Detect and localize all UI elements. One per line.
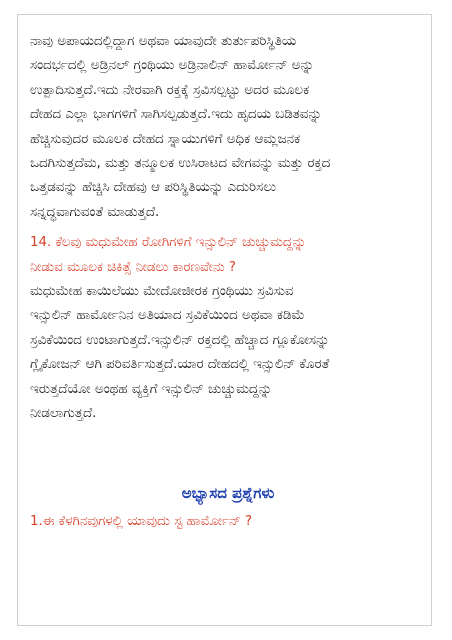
adrenaline-paragraph: ನಾವು ಅಪಾಯದಲ್ಲಿದ್ದಾಗ ಅಥವಾ ಯಾವುದೇ ತುರ್ತುಪರಿಸ್ಥಿತಿಯ ಸಂದರ್ಭದಲ್ಲಿ ಅಡ್ರಿನಲ್ ಗ್ರಂಥಿಯು ಅಡ್ರಿನಾಲಿನ್ ಹಾರ್ಮೋನ್ ಅನ್ನು ಉತ್ಪಾದಿಸುತ್ತದೆ.ಇದು ನೇರವಾಗಿ ರಕ್ತಕ್ಕೆ ಸ್ರವಿಸಲ್ಪಟ್ಟು ಅದರ ಮೂಲಕ ದೇಹದ ಎಲ್ಲಾ ಭಾಗಗಳಿಗೆ ಸಾಗಿಸಲ್ಪಡುತ್ತದೆ.ಇದು ಹೃದಯ ಬಡಿತವನ್ನು ಹೆಚ್ಚಿಸುವುದರ ಮೂಲಕ ದೇಹದ ಸ್ನಾಯುಗಳಿಗೆ ಅಧಿಕ ಆಮ್ಲಜನಕ ಒದಗಿಸುತ್ತದೆಮ, ಮತ್ತು ತನ್ಮೂಲಕ ಉಸಿರಾಟದ ವೇಗವನ್ನು ಮತ್ತು ರಕ್ತದ ಒತ್ತಡವನ್ನು ಹೆಚ್ಚಿಸಿ ದೇಹವು ಆ ಪರಿಸ್ಥಿತಿಯನ್ನು ಎದುರಿಸಲು ಸನ್ನದ್ಧವಾಗುವಂತೆ ಮಾಡುತ್ತದೆ. (30, 34, 331, 220)
practice-questions-heading: ಅಭ್ಯಾಸದ ಪ್ರಶ್ನೆಗಳು (181, 483, 275, 502)
page-content (30, 30, 426, 533)
question-14: 14. ಕೆಲವು ಮಧುಮೇಹ ರೋಗಿಗಳಿಗೆ ಇನ್ಸುಲಿನ್ ಚುಚ್ಚುಮದ್ದನ್ನು ನೀಡುವ ಮೂಲಕ ಚಿಕಿತ್ಸೆ ನೀಡಲು ಕಾರಣವೇನು ? (30, 235, 307, 275)
answer-14: ಮಧುಮೇಹ ಕಾಯಿಲೆಯು ಮೇದೋಜೀರಕ ಗ್ರಂಥಿಯು ಸ್ರವಿಸುವ ಇನ್ಸುಲಿನ್ ಹಾರ್ಮೋನಿನ ಅತಿಯಾದ ಸ್ರವಿಕೆಯಿಂದ ಅಥವಾ ಕಡಿಮೆ ಸ್ರವಿಕೆಯಿಂದ ಉಂಟಾಗುತ್ತದೆ.ಇನ್ಸುಲಿನ್ ರಕ್ತದಲ್ಲಿ ಹೆಚ್ಚಾದ ಗ್ಲೂಕೋಸನ್ನು ಗ್ಲೈಕೋಜನ್ ಆಗಿ ಪರಿವರ್ತಿಸುತ್ತದೆ.ಯಾರ ದೇಹದಲ್ಲಿ ಇನ್ಸುಲಿನ್ ಕೊರತೆ ಇರುತ್ತದೆಯೋ ಅಂಥಹ ವ್ಯಕ್ತಿಗೆ ಇನ್ಸುಲಿನ್ ಚುಚ್ಚುಮದ್ದನ್ನು ನೀಡಲಾಗುತ್ತದೆ. (30, 284, 330, 422)
practice-question-1: 1.ಈ ಕೆಳಗಿನವುಗಳಲ್ಲಿ ಯಾವುದು ಸ್ಟ ಹಾರ್ಮೋನ್ ? (30, 513, 253, 529)
